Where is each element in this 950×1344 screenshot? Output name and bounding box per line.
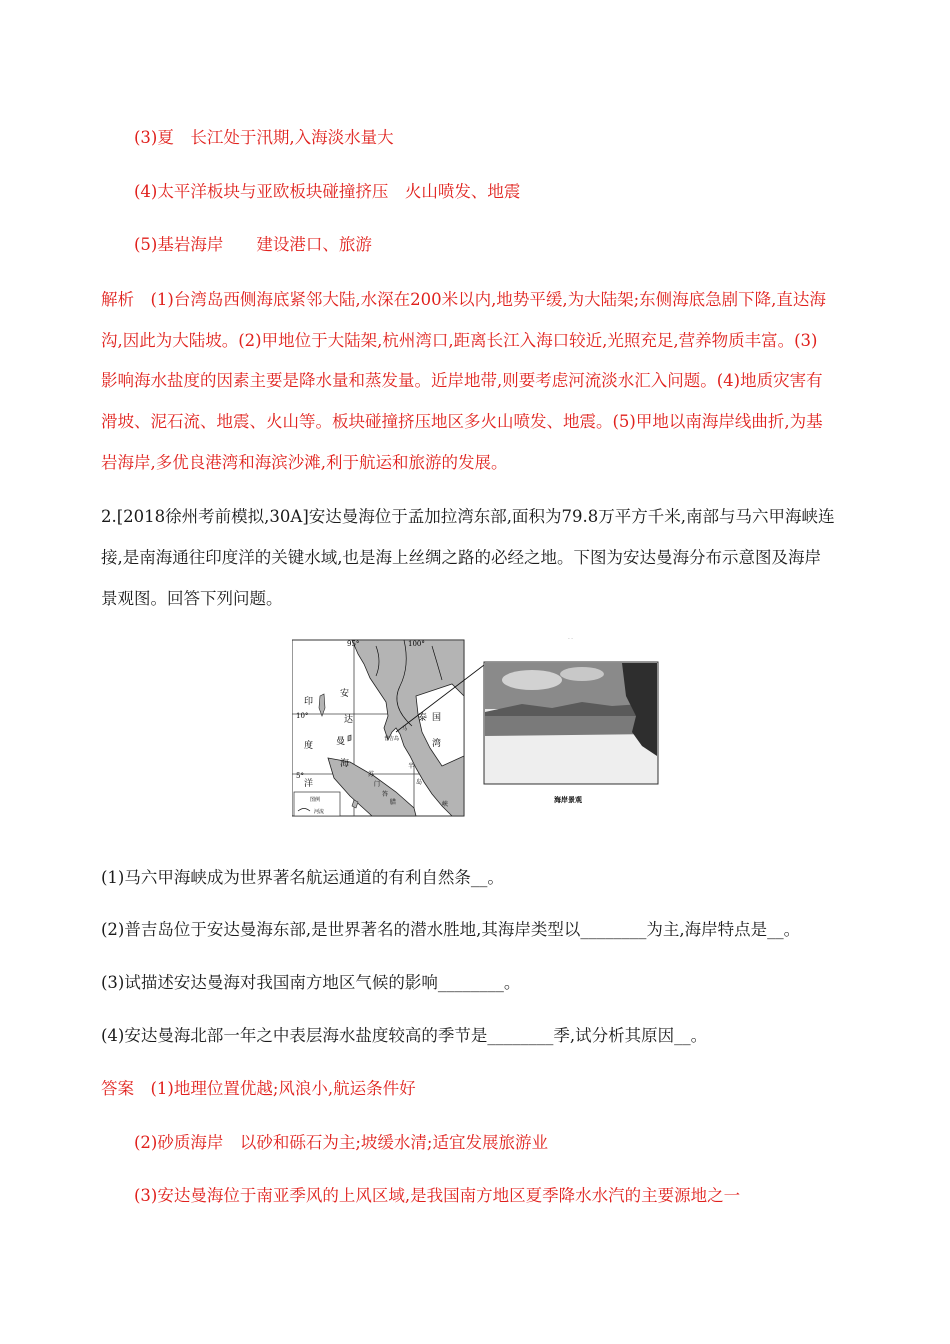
map-label: 苏: [368, 771, 375, 778]
answer-line-5: (5)基岩海岸 建设港口、旅游: [134, 235, 372, 254]
map-panel: [292, 640, 464, 816]
map-label: 度: [304, 741, 314, 751]
island: [348, 735, 351, 741]
sub-question-3: (3)试描述安达曼海对我国南方地区气候的影响________。: [101, 973, 521, 992]
map-label: 马: [402, 726, 408, 732]
andaman-sea-figure: [292, 636, 664, 822]
map-label: 腊: [390, 799, 397, 806]
analysis-line: 沟,因此为大陆坡。(2)甲地位于大陆架,杭州湾口,距离长江入海口较近,光照充足,营养物质丰富。(3): [101, 331, 818, 350]
cloud: [502, 670, 562, 690]
answer-line-3: (3)夏 长江处于汛期,入海淡水量大: [134, 128, 394, 147]
lon-95-label: 95°: [347, 640, 360, 648]
answer-line-4: (4)太平洋板块与亚欧板块碰撞挤压 火山喷发、地震: [134, 182, 521, 201]
analysis-line: 滑坡、泥石流、地震、火山等。板块碰撞挤压地区多火山喷发、地震。(5)甲地以南海岸线曲折,为基: [101, 412, 823, 431]
map-label: 门: [374, 781, 381, 788]
map-label: 安: [340, 689, 350, 699]
map-label: 达: [344, 715, 354, 725]
map-label: 湾: [432, 739, 442, 749]
lat-10-label: 10°: [296, 712, 309, 720]
photo-sea: [485, 716, 657, 736]
answer-label-line: 答案 (1)地理位置优越;风浪小,航运条件好: [101, 1079, 416, 1098]
map-label: 泰: [418, 713, 428, 723]
sub-question-2: (2)普吉岛位于安达曼海东部,是世界著名的潜水胜地,其海岸类型以________为主,海岸特点是__。: [101, 920, 801, 939]
map-label: 岛: [416, 779, 423, 786]
answer-line-2: (2)砂质海岸 以砂和砾石为主;坡缓水清;适宜发展旅游业: [134, 1133, 548, 1152]
map-label: 半: [408, 763, 415, 770]
question-stem-line: 接,是南海通往印度洋的关键水域,也是海上丝绸之路的必经之地。下图为安达曼海分布示意图及海岸: [101, 548, 821, 567]
map-label: 答: [382, 791, 389, 798]
cloud: [560, 667, 604, 681]
question-stem-line: 2.[2018徐州考前模拟,30A]安达曼海位于孟加拉湾东部,面积为79.8万平方千米,南部与马六甲海峡连: [101, 507, 835, 526]
answer-line-3b: (3)安达曼海位于南亚季风的上风区域,是我国南方地区夏季降水水汽的主要源地之一: [134, 1186, 741, 1205]
photo-beach: [485, 734, 657, 783]
lon-100-label: 100°: [408, 640, 425, 648]
map-label-puji: 普吉岛: [384, 736, 400, 742]
question-stem-line: 景观图。回答下列问题。: [101, 589, 283, 608]
map-label: 曼: [336, 737, 346, 747]
map-label: 洋: [304, 779, 314, 789]
sub-question-4: (4)安达曼海北部一年之中表层海水盐度较高的季节是________季,试分析其原因__。: [101, 1026, 708, 1045]
lat-5-label: 5°: [296, 772, 304, 780]
legend-title: 图例: [310, 797, 321, 803]
analysis-line: 影响海水盐度的因素主要是降水量和蒸发量。近岸地带,则要考虑河流淡水汇入问题。(4)地质灾害有: [101, 371, 823, 390]
legend-river-label: 河流: [314, 809, 325, 815]
map-label: 海: [340, 759, 350, 769]
coast-photo: [484, 662, 658, 784]
map-label: 国: [432, 713, 442, 723]
analysis-line: 岩海岸,多优良港湾和海滨沙滩,利于航运和旅游的发展。: [101, 453, 508, 472]
analysis-line: 解析 (1)台湾岛西侧海底紧邻大陆,水深在200米以内,地势平缓,为大陆架;东侧海底急剧下降,直达海: [101, 290, 826, 309]
photo-caption: 海岸景观: [554, 795, 582, 804]
map-label: 峡: [442, 801, 449, 808]
sub-question-1: (1)马六甲海峡成为世界著名航运通道的有利自然条__。: [101, 868, 504, 887]
photo-mark: - -: [568, 636, 573, 642]
map-label: 印: [304, 697, 314, 707]
